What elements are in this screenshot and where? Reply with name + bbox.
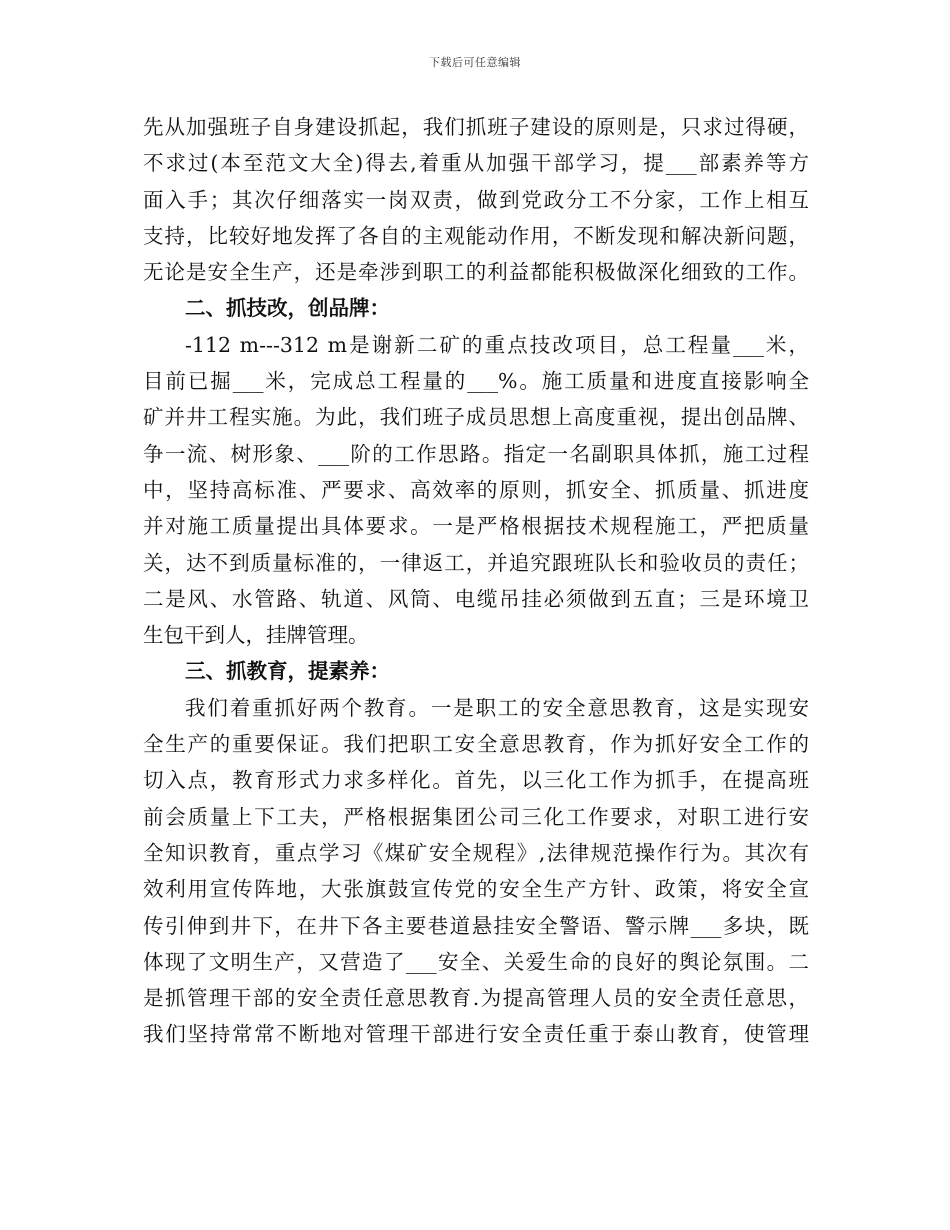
paragraph-line: 是抓管理干部的安全责任意思教育.为提高管理人员的安全责任意思，	[143, 986, 809, 1011]
paragraph-line: 先从加强班子自身建设抓起，我们抓班子建设的原则是，只求过得硬，	[143, 115, 809, 139]
paragraph-line: 面入手；其次仔细落实一岗双责，做到党政分工不分家，工作上相互	[143, 187, 809, 212]
paragraph-line: 效利用宣传阵地，大张旗鼓宣传党的安全生产方针、政策，将安全宣	[143, 877, 809, 902]
paragraph-line: 争一流、树形象、___阶的工作思路。指定一名副职具体抓，施工过程	[143, 441, 809, 466]
paragraph-line: 并对施工质量提出具体要求。一是严格根据技术规程施工，严把质量	[143, 514, 809, 539]
paragraph-line: 不求过(本至范文大全)得去,着重从加强干部学习，提___部素养等方	[143, 151, 809, 176]
paragraph-line: 中，坚持高标准、严要求、高效率的原则，抓安全、抓质量、抓进度	[143, 477, 809, 502]
paragraph-line: 生包干到人，挂牌管理。	[143, 623, 369, 648]
paragraph-line: 全知识教育，重点学习《煤矿安全规程》,法律规范操作行为。其次有	[143, 840, 809, 865]
paragraph-line: 体现了文明生产，又营造了___安全、关爱生命的良好的舆论氛围。二	[143, 949, 809, 974]
paragraph-line: 我们着重抓好两个教育。一是职工的安全意思教育，这是实现安	[185, 695, 809, 720]
paragraph-line: -112 m---312 m是谢新二矿的重点技改项目，总工程量___米，	[185, 332, 809, 357]
paragraph-line: 支持，比较好地发挥了各自的主观能动作用，不断发现和解决新问题，	[143, 223, 809, 248]
paragraph-line: 无论是安全生产，还是牵涉到职工的利益都能积极做深化细致的工作。	[143, 260, 809, 285]
paragraph-line: 目前已掘___米，完成总工程量的___%。施工质量和进度直接影响全	[143, 369, 809, 394]
paragraph-line: 我们坚持常常不断地对管理干部进行安全责任重于泰山教育，使管理	[143, 1022, 809, 1047]
paragraph-line: 二是风、水管路、轨道、风筒、电缆吊挂必须做到五直；三是环境卫	[143, 586, 809, 611]
paragraph-line: 前会质量上下工夫，严格根据集团公司三化工作要求，对职工进行安	[143, 804, 809, 829]
paragraph-line: 关，达不到质量标准的，一律返工，并追究跟班队长和验收员的责任；	[143, 550, 809, 575]
page-header-note: 下载后可任意编辑	[429, 56, 521, 69]
paragraph-line: 传引伸到井下，在井下各主要巷道悬挂安全警语、警示牌___多块，既	[143, 913, 809, 938]
section-heading: 三、抓教育，提素养：	[185, 659, 390, 684]
paragraph-line: 切入点，教育形式力求多样化。首先，以三化工作为抓手，在提高班	[143, 768, 809, 793]
paragraph-line: 矿并井工程实施。为此，我们班子成员思想上高度重视，提出创品牌、	[143, 405, 809, 430]
document-body	[143, 109, 809, 1053]
section-heading: 二、抓技改，创品牌：	[185, 296, 390, 321]
paragraph-line: 全生产的重要保证。我们把职工安全意思教育，作为抓好安全工作的	[143, 732, 809, 757]
